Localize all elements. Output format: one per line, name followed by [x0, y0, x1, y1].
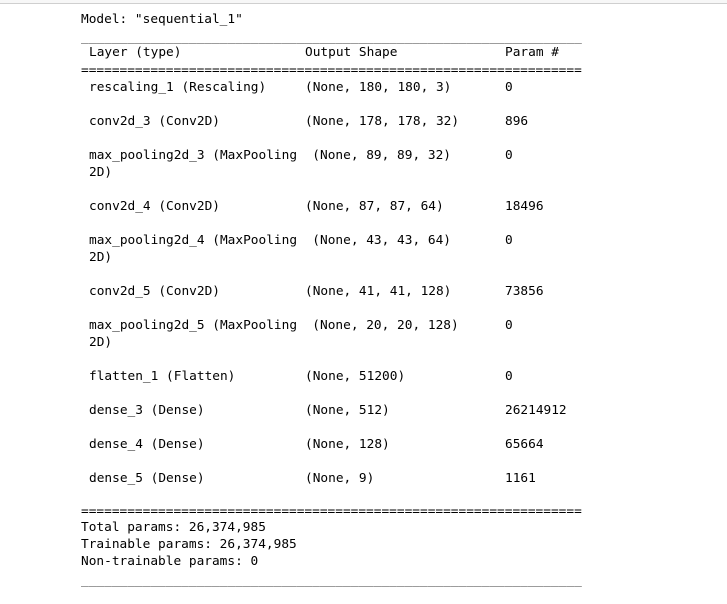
layer-name: dense_4 (Dense) — [89, 437, 205, 452]
output-shape: (None, 89, 89, 32) — [312, 148, 451, 163]
header-output-shape: Output Shape — [305, 45, 398, 60]
total-params: Total params: 26,374,985 — [81, 520, 266, 535]
param-count: 0 — [505, 80, 513, 95]
output-shape: (None, 87, 87, 64) — [305, 199, 444, 214]
output-shape: (None, 178, 178, 32) — [305, 114, 460, 129]
param-count: 18496 — [505, 199, 544, 214]
separator-top: _________________________________________________________________ — [81, 30, 582, 45]
output-shape: (None, 41, 41, 128) — [305, 284, 452, 299]
param-count: 0 — [505, 233, 513, 248]
output-shape: (None, 20, 20, 128) — [312, 318, 459, 333]
trainable-params: Trainable params: 26,374,985 — [81, 537, 297, 552]
layer-name: rescaling_1 (Rescaling) — [89, 80, 267, 95]
layer-name: dense_5 (Dense) — [89, 471, 205, 486]
param-count: 0 — [505, 318, 513, 333]
param-count: 1161 — [505, 471, 536, 486]
output-shape: (None, 512) — [305, 403, 390, 418]
layer-name: flatten_1 (Flatten) — [89, 369, 236, 384]
output-shape: (None, 9) — [305, 471, 375, 486]
param-count: 73856 — [505, 284, 544, 299]
model-title: Model: "sequential_1" — [81, 12, 243, 27]
layer-name: max_pooling2d_4 (MaxPooling 2D) — [89, 233, 298, 265]
layer-name: max_pooling2d_5 (MaxPooling 2D) — [89, 318, 298, 350]
layer-name: dense_3 (Dense) — [89, 403, 205, 418]
separator-header: ================================================================= — [81, 63, 582, 78]
layer-name: conv2d_4 (Conv2D) — [89, 199, 220, 214]
separator-bottom: ================================================================= — [81, 504, 582, 519]
header-param-count: Param # — [505, 45, 559, 60]
output-shape: (None, 51200) — [305, 369, 406, 384]
param-count: 65664 — [505, 437, 544, 452]
layer-name: conv2d_3 (Conv2D) — [89, 114, 220, 129]
output-shape: (None, 43, 43, 64) — [312, 233, 451, 248]
header-layer: Layer (type) — [89, 45, 182, 60]
param-count: 896 — [505, 114, 529, 129]
output-shape: (None, 128) — [305, 437, 390, 452]
param-count: 0 — [505, 369, 513, 384]
output-shape: (None, 180, 180, 3) — [305, 80, 452, 95]
cell-border — [0, 0, 727, 4]
separator-end: _________________________________________________________________ — [81, 573, 582, 588]
layer-name: max_pooling2d_3 (MaxPooling 2D) — [89, 148, 298, 180]
param-count: 0 — [505, 148, 513, 163]
layer-name: conv2d_5 (Conv2D) — [89, 284, 220, 299]
non-trainable-params: Non-trainable params: 0 — [81, 554, 259, 569]
param-count: 26214912 — [505, 403, 567, 418]
